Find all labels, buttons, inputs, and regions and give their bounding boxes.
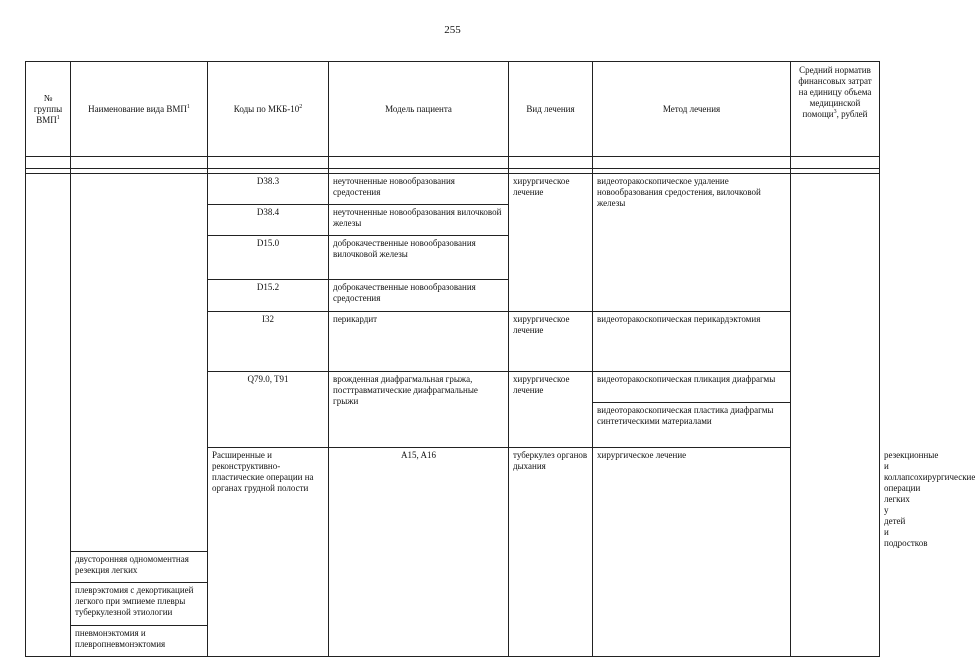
vmp-name-cell (71, 174, 208, 552)
patient-model-cell: врожденная диафрагмальная грыжа, посттравматические диафрагмальные грыжи (329, 372, 509, 448)
patient-model-cell: неуточненные новообразования вилочковой железы (329, 205, 509, 236)
header-cost-standard: Средний норматив финансовых затрат на единицу объема медицинской помощи$^3$, рублей (791, 62, 880, 157)
table-row (26, 174, 880, 205)
icd-code-cell: D15.0 (208, 236, 329, 280)
header-row (26, 62, 880, 157)
treatment-method-cell: видеоторакоскопическая перикардэктомия (593, 312, 791, 372)
treatment-method-cell: двусторонняя одномоментная резекция легких (71, 552, 208, 583)
cost-standard-cell (791, 174, 880, 657)
header-patient-model: Модель пациента (329, 62, 509, 157)
column-number-row (26, 157, 880, 169)
patient-model-cell: туберкулез органов дыхания (509, 448, 593, 657)
treatment-type-cell: хирургическое лечение (509, 174, 593, 312)
header-treatment-method: Метод лечения (593, 62, 791, 157)
icd-code-cell: I32 (208, 312, 329, 372)
header-icd-codes: Коды по МКБ-$10^2$ (208, 62, 329, 157)
treatment-type-cell: хирургическое лечение (509, 312, 593, 372)
patient-model-cell: доброкачественные новообразования вилочковой железы (329, 236, 509, 280)
patient-model-cell: неуточненные новообразования средостения (329, 174, 509, 205)
patient-model-cell: перикардит (329, 312, 509, 372)
icd-code-cell: A15, A16 (329, 448, 509, 657)
treatment-method-cell: видеоторакоскопическая пликация диафрагмы (593, 372, 791, 403)
treatment-method-cell: видеоторакоскопическое удаление новообразования средостения, вилочковой железы (593, 174, 791, 312)
icd-code-cell: D38.4 (208, 205, 329, 236)
vmp-table (25, 61, 975, 657)
treatment-method-cell: видеоторакоскопическая пластика диафрагмы синтетическими материалами (593, 403, 791, 448)
treatment-method-cell: пневмонэктомия и плевропневмонэктомия (71, 626, 208, 657)
page-number: 255 (444, 24, 461, 36)
icd-code-cell: D15.2 (208, 280, 329, 312)
header-vmp-name: Наименование вида ВМП$^1$ (71, 62, 208, 157)
header-group-num: № группы ВМП$^1$ (26, 62, 71, 157)
vmp-name-cell: Расширенные и реконструктивно-пластические операции на органах грудной полости (208, 448, 329, 657)
header-treatment-type: Вид лечения (509, 62, 593, 157)
group-num-cell (26, 174, 71, 657)
patient-model-cell: доброкачественные новообразования средостения (329, 280, 509, 312)
icd-code-cell: Q79.0, T91 (208, 372, 329, 448)
treatment-method-cell: плеврэктомия с декортикацией легкого при эмпиеме плевры туберкулезной этиологии (71, 583, 208, 626)
treatment-type-cell: хирургическое лечение (593, 448, 791, 657)
icd-code-cell: D38.3 (208, 174, 329, 205)
treatment-type-cell: хирургическое лечение (509, 372, 593, 448)
table-row: Расширенные и реконструктивно-пластические операции на органах грудной полости A15, A16 туберкулез органов дыхания хирургическое лечение резекционные и коллапсохирургические операции легких у детей и подростков (26, 448, 880, 552)
